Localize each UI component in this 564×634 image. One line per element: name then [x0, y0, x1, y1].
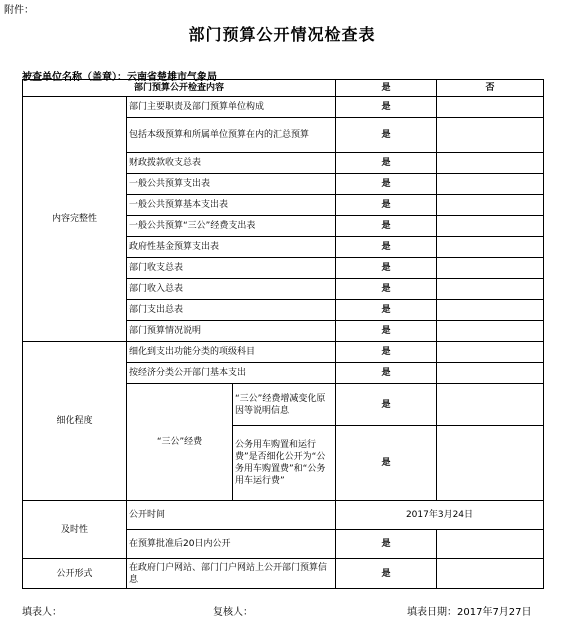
item-no	[437, 174, 544, 195]
item-no	[437, 363, 544, 384]
item-yes: 是	[336, 153, 437, 174]
item-no	[437, 118, 544, 153]
item-label: 一般公共预算“三公”经费支出表	[127, 216, 336, 237]
item-yes: 是	[336, 559, 437, 589]
item-no	[437, 216, 544, 237]
header-no: 否	[437, 80, 544, 97]
sangong-label: “三公”经费	[127, 384, 233, 501]
item-yes: 是	[336, 237, 437, 258]
item-label: 包括本级预算和所属单位预算在内的汇总预算	[127, 118, 336, 153]
publish-time-label: 公开时间	[127, 501, 336, 530]
item-no	[437, 342, 544, 363]
item-yes: 是	[336, 258, 437, 279]
item-label: 政府性基金预算支出表	[127, 237, 336, 258]
item-label: 部门支出总表	[127, 300, 336, 321]
item-label: 一般公共预算支出表	[127, 174, 336, 195]
item-yes: 是	[336, 363, 437, 384]
item-no	[437, 426, 544, 501]
item-label: 部门收支总表	[127, 258, 336, 279]
item-yes: 是	[336, 216, 437, 237]
item-label: 按经济分类公开部门基本支出	[127, 363, 336, 384]
section-detail: 细化程度	[23, 342, 127, 501]
item-no	[437, 384, 544, 426]
item-no	[437, 559, 544, 589]
table-row	[23, 342, 544, 363]
item-no	[437, 530, 544, 559]
inspected-unit-line: 被查单位名称（盖章）：云南省楚雄市气象局	[22, 72, 217, 83]
item-no	[437, 279, 544, 300]
item-no	[437, 97, 544, 118]
section-completeness: 内容完整性	[23, 97, 127, 342]
table-header-row	[23, 80, 544, 97]
section-format: 公开形式	[23, 559, 127, 589]
item-label: 公务用车购置和运行费”是否细化公开为“公务用车购置费”和“公务用车运行费”	[233, 426, 336, 501]
inspection-table	[22, 79, 544, 589]
reviewer-label: 复核人：	[213, 607, 253, 618]
item-label: 在政府门户网站、部门门户网站上公开部门预算信息	[127, 559, 336, 589]
item-label: 细化到支出功能分类的项级科目	[127, 342, 336, 363]
item-label: 部门主要职责及部门预算单位构成	[127, 97, 336, 118]
item-yes: 是	[336, 426, 437, 501]
item-label: 财政拨款收支总表	[127, 153, 336, 174]
attachment-label: 附件：	[4, 5, 34, 16]
item-no	[437, 195, 544, 216]
section-timeliness: 及时性	[23, 501, 127, 559]
item-yes: 是	[336, 342, 437, 363]
item-yes: 是	[336, 321, 437, 342]
item-no	[437, 258, 544, 279]
publish-time-value: 2017年3月24日	[336, 501, 544, 530]
item-yes: 是	[336, 384, 437, 426]
item-yes: 是	[336, 195, 437, 216]
fill-date: 填表日期：2017年7月27日	[407, 607, 532, 618]
item-yes: 是	[336, 97, 437, 118]
item-no	[437, 321, 544, 342]
item-label: 在预算批准后20日内公开	[127, 530, 336, 559]
table-row	[23, 97, 544, 118]
page-title: 部门预算公开情况检查表	[188, 25, 376, 44]
item-label: 部门预算情况说明	[127, 321, 336, 342]
item-label: 一般公共预算基本支出表	[127, 195, 336, 216]
item-no	[437, 300, 544, 321]
item-yes: 是	[336, 118, 437, 153]
table-row	[23, 559, 544, 589]
item-yes: 是	[336, 279, 437, 300]
item-no	[437, 153, 544, 174]
item-no	[437, 237, 544, 258]
header-content: 部门预算公开检查内容	[23, 80, 336, 97]
header-yes: 是	[336, 80, 437, 97]
item-label: “三公”经费增减变化原因等说明信息	[233, 384, 336, 426]
item-yes: 是	[336, 530, 437, 559]
item-label: 部门收入总表	[127, 279, 336, 300]
item-yes: 是	[336, 174, 437, 195]
table-row	[23, 501, 544, 530]
filler-label: 填表人：	[22, 607, 62, 618]
item-yes: 是	[336, 300, 437, 321]
